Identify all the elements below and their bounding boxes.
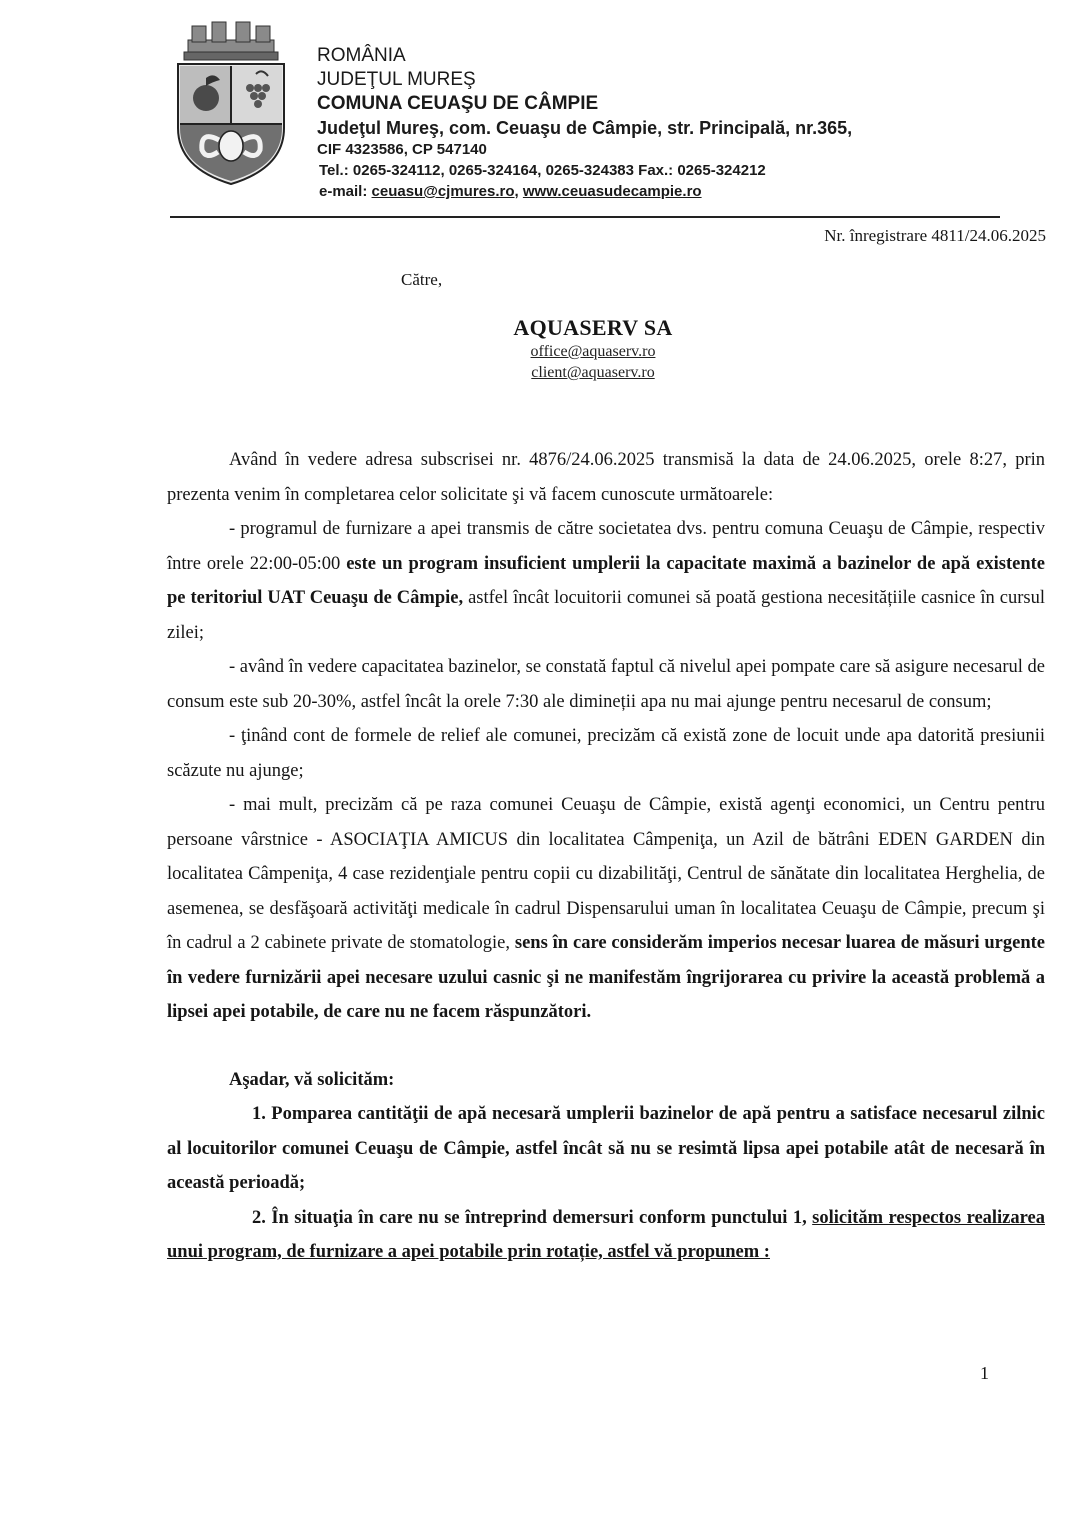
spacer (167, 1030, 1045, 1063)
point-institutions-bold: sens în care considerăm imperios necesar luarea de măsuri urgente în vedere furnizării apei necesare uzului casnic şi ne manifestăm îngrijorarea cu privire la această problemă a lipsei apei potabile, de care nu ne facem răspunzători. (167, 933, 1046, 1022)
request-item-2-text: 2. În situaţia în care nu se întreprind demersuri conform punctului 1, (252, 1207, 813, 1228)
recipient-email-office[interactable]: office@aquaserv.ro (530, 343, 656, 360)
header-divider (170, 216, 1000, 218)
point-relief: - ţinând cont de formele de relief ale comunei, precizăm că există zone de locuit unde apa datorită presiunii scăzute nu ajunge; (167, 726, 1045, 781)
point-institutions (167, 788, 1045, 1030)
page-number: 1 (980, 1363, 989, 1383)
recipient-name: AQUASERV SA (513, 315, 673, 340)
to-label: Către, (401, 270, 443, 289)
request-item-2 (167, 1201, 1045, 1270)
request-item-2-underlined: solicităm respectos realizarea unui program, de furnizare a apei potabile prin rotație, astfel vă propunem : (167, 1207, 1045, 1262)
recipient-email-client[interactable]: client@aquaserv.ro (531, 364, 655, 381)
country-line: ROMÂNIA (317, 45, 406, 66)
point-schedule-text: - programul de furnizare a apei transmis de către societatea dvs. pentru comuna Ceuaşu de Câmpie, respectiv între orele 22:00-05:00 (167, 519, 1045, 574)
coat-of-arms-logo (170, 18, 292, 188)
email-link[interactable]: ceuasu@cjmures.ro (371, 183, 515, 200)
email-line (317, 181, 852, 202)
cif-line: CIF 4323586, CP 547140 (317, 141, 487, 158)
website-link[interactable]: www.ceuasudecampie.ro (522, 183, 702, 200)
point-capacity: - având în vedere capacitatea bazinelor, se constată faptul că nivelul apei pompate care să asigure necesarul de consum este sub 20-30%, astfel încât la orele 7:30 ale dimineții apa nu mai ajunge pentru necesarul de consum; (167, 657, 1045, 712)
email-label: e-mail: (319, 183, 372, 200)
registration-number: Nr. înregistrare 4811/24.06.2025 (824, 226, 1046, 245)
point-institutions-text: - mai mult, precizăm că pe raza comunei Ceuaşu de Câmpie, există agenţi economici, un Centru pentru persoane vârstnice - ASOCIAŢIA AMICUS din localitatea Câmpeniţa, un Azil de bătrâni EDEN GARDEN din localitatea Câmpeniţa, 4 case rezidenţiale pentru copii cu dizabilităţi, Centrul de sănătate din localitatea Herghelia, de asemenea, se desfăşoară activităţi medicale în cadrul Dispensarului uman în localitatea Ceuaşu de Câmpie, precum şi în cadrul a 2 cabinete private de stomatologie, (167, 795, 1045, 953)
county-line: JUDEŢUL MUREŞ (317, 69, 476, 90)
email-separator: , (514, 183, 523, 200)
point-schedule (167, 512, 1045, 650)
phones-line: Tel.: 0265-324112, 0265-324164, 0265-324383 Fax.: 0265-324212 (319, 162, 766, 179)
intro-paragraph: Având în vedere adresa subscrisei nr. 4876/24.06.2025 transmisă la data de 24.06.2025, orele 8:27, prin prezenta venim în completarea celor solicitate şi vă facem cunoscute următoarele: (167, 450, 1045, 505)
point-schedule-bold: este un program insuficient umplerii la capacitate maximă a bazinelor de apă existente pe teritoriul UAT Ceuaşu de Câmpie, (167, 553, 1045, 608)
letterhead (317, 44, 852, 202)
letter-body (167, 443, 1045, 1270)
address-line: Judeţul Mureş, com. Ceuaşu de Câmpie, str. Principală, nr.365, (317, 118, 853, 138)
request-intro: Aşadar, vă solicităm: (229, 1069, 395, 1090)
commune-line: COMUNA CEUAŞU DE CÂMPIE (317, 93, 599, 114)
request-item-1: 1. Pomparea cantităţii de apă necesară umplerii bazinelor de apă pentru a satisface necesarul zilnic al locuitorilor comunei Ceuaşu de Câmpie, astfel încât să nu se resimtă lipsa apei potabile atât de necesară în această perioadă; (167, 1104, 1045, 1193)
point-schedule-end: astfel încât locuitorii comunei să poată gestiona necesitățiile casnice în cursul zilei; (167, 588, 1045, 643)
